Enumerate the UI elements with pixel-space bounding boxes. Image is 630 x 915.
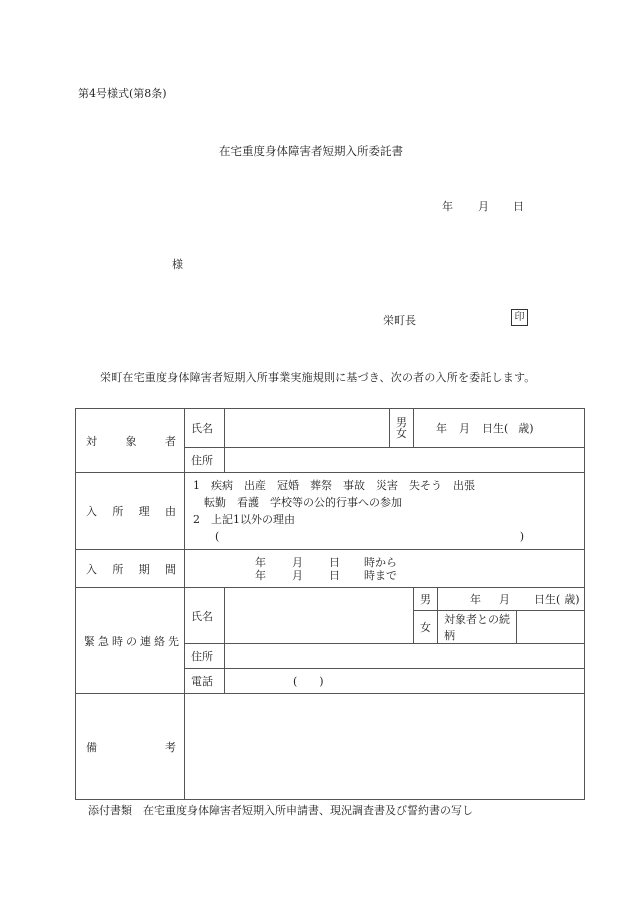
addressee-suffix: 様 — [172, 258, 183, 271]
period-to: 年 月 日 時まで — [255, 568, 397, 582]
reason-line-3: 2 上記1以外の理由 — [193, 513, 295, 526]
date-day: 日 — [513, 200, 524, 213]
emergency-phone-field: ( ) — [225, 669, 585, 694]
emergency-name-field — [225, 588, 414, 644]
subject-address-field — [225, 448, 585, 473]
relation-field — [517, 611, 585, 644]
remarks-label: 備 考 — [76, 694, 185, 800]
issue-date — [442, 198, 524, 214]
emergency-sex-female: 女 — [414, 611, 438, 644]
subject-name-label: 氏名 — [185, 409, 225, 448]
subject-sex: 男 女 — [390, 409, 414, 448]
form-number: 第4号様式(第8条) — [78, 87, 167, 100]
period-from: 年 月 日 時から — [255, 555, 397, 569]
relation-label: 対象者との続柄 — [438, 611, 517, 644]
commission-table — [75, 408, 585, 800]
subject-label: 対 象 者 — [76, 409, 185, 473]
issuer-name: 栄町長 — [383, 314, 416, 327]
emergency-name-label: 氏名 — [185, 588, 225, 644]
emergency-address-field — [225, 644, 585, 669]
emergency-address-label: 住所 — [185, 644, 225, 669]
subject-name-field — [225, 409, 390, 448]
seal-mark: 印 — [511, 309, 528, 326]
remarks-field — [185, 694, 585, 800]
document-title: 在宅重度身体障害者短期入所委託書 — [219, 144, 403, 158]
attachments-note: 添付書類 在宅重度身体障害者短期入所申請書、現況調査書及び誓約書の写し — [88, 804, 473, 817]
reason-options — [185, 473, 585, 550]
period-field — [185, 550, 585, 588]
emergency-sex-male: 男 — [414, 588, 438, 611]
subject-birth: 年 月 日生( 歳) — [414, 409, 585, 448]
period-label: 入 所 期 間 — [76, 550, 185, 588]
emergency-phone-label: 電話 — [185, 669, 225, 694]
emergency-label: 緊急時の連絡先 — [76, 588, 185, 694]
reason-label: 入 所 理 由 — [76, 473, 185, 550]
subject-address-label: 住所 — [185, 448, 225, 473]
reason-line-2: 転勤 看護 学校等の公的行事への参加 — [193, 496, 402, 509]
date-month: 月 — [478, 200, 489, 213]
reason-line-1: 1 疾病 出産 冠婚 葬祭 事故 災害 失そう 出張 — [193, 479, 475, 492]
emergency-birth: 年 月 日生( 歳) — [438, 588, 585, 611]
body-text: 栄町在宅重度身体障害者短期入所事業実施規則に基づき、次の者の入所を委託します。 — [100, 371, 536, 384]
date-year: 年 — [442, 200, 453, 213]
reason-other-field: ( ) — [215, 530, 525, 543]
